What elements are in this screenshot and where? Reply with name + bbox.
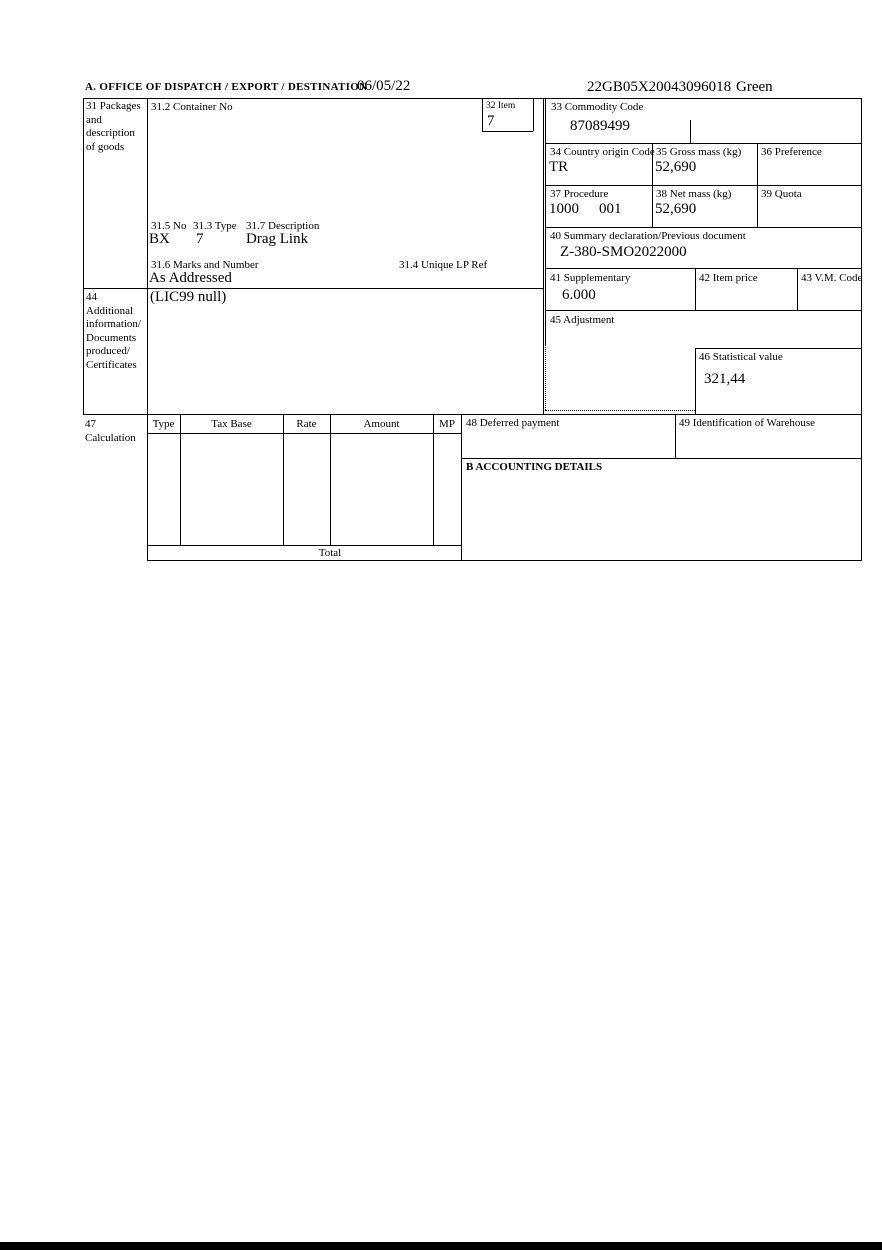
box31-label-line: description [86, 127, 135, 139]
procedure-label: 37 Procedure [550, 188, 609, 200]
box44-label-line: 44 [86, 291, 97, 303]
net-mass-value: 52,690 [655, 201, 697, 217]
item-box-right-border [533, 98, 534, 131]
adjustment-label: 45 Adjustment [550, 314, 615, 326]
procedure-value-2: 001 [599, 201, 622, 217]
net-mass-label: 38 Net mass (kg) [656, 188, 732, 200]
accounting-details-label: B ACCOUNTING DETAILS [466, 461, 603, 473]
column-divider-41-42 [695, 268, 696, 310]
box44-label [86, 291, 141, 372]
box31-label-line: 31 Packages [86, 100, 141, 112]
form-right-border [861, 98, 862, 560]
box44-label-line: information/ [86, 318, 141, 330]
calc-col-type-header: Type [152, 418, 175, 430]
procedure-value-1: 1000 [549, 201, 579, 217]
declaration-date: 06/05/22 [357, 78, 411, 94]
item-number-value: 7 [487, 113, 495, 129]
commodity-code-label: 33 Commodity Code [551, 101, 644, 113]
dotted-bottom-border [545, 410, 695, 411]
calc-table-bottom-border [147, 545, 461, 546]
box47-label [85, 418, 136, 445]
office-of-dispatch-label: A. OFFICE OF DISPATCH / EXPORT / DESTINATION [85, 81, 368, 93]
row-34-bottom-border [545, 185, 862, 186]
vm-code-label: 43 V.M. Code [801, 272, 863, 284]
calc-col-amount-header: Amount [363, 418, 400, 430]
calc-col-type-border [180, 414, 181, 545]
box44-label-line: Additional [86, 304, 134, 317]
gross-mass-value: 52,690 [655, 159, 697, 175]
item-box-bottom-border [482, 131, 533, 132]
row-40-bottom-border [545, 268, 862, 269]
form-left-border [83, 98, 84, 414]
box47-label-line: 47 [85, 418, 96, 430]
column-divider-35-36 [757, 143, 758, 227]
section-44-47-divider [83, 414, 862, 415]
box31-label-line: and [86, 113, 102, 126]
row-41-bottom-border [545, 310, 862, 311]
packages-type-label: 31.3 Type [193, 220, 237, 232]
calc-table-right-border [461, 414, 462, 560]
dotted-left-border [545, 345, 546, 410]
marks-and-number-value: As Addressed [149, 270, 232, 286]
commodity-code-value: 87089499 [570, 118, 630, 134]
supplementary-label: 41 Supplementary [550, 272, 631, 284]
calc-col-rate-header: Rate [296, 418, 317, 430]
box44-label-line: Certificates [86, 358, 137, 371]
summary-declaration-value: Z-380-SMO2022000 [560, 244, 687, 260]
box47-label-line: Calculation [85, 431, 136, 444]
item-box-left-border [482, 98, 483, 131]
warehouse-identification-label: 49 Identification of Warehouse [679, 417, 816, 429]
calc-col-amount-border [433, 414, 434, 545]
label-column-divider [147, 98, 148, 414]
accounting-top-border [461, 458, 862, 459]
additional-information-value: (LIC99 null) [150, 289, 227, 305]
packages-no-value: BX [149, 231, 170, 247]
calc-col-taxbase-header: Tax Base [211, 418, 252, 430]
row-37-bottom-border [545, 227, 862, 228]
packages-type-value: 7 [196, 231, 204, 247]
box-46-left-border [695, 348, 696, 414]
commodity-code-subdivision-tick [690, 120, 691, 143]
calc-col-mp-header: MP [439, 418, 455, 430]
mrn-reference: 22GB05X20043096018 [587, 79, 732, 95]
summary-declaration-label: 40 Summary declaration/Previous document [550, 230, 746, 242]
marks-and-number-label: 31.6 Marks and Number [151, 259, 259, 271]
form-bottom-border [147, 560, 862, 561]
bottom-edge-bar [0, 1242, 882, 1250]
calc-total-label: Total [318, 547, 342, 559]
statistical-value-value: 321,44 [704, 371, 746, 387]
box44-label-line: Documents [86, 331, 137, 344]
container-no-label: 31.2 Container No [151, 101, 233, 113]
unique-lp-ref-label: 31.4 Unique LP Ref [399, 259, 488, 271]
packages-no-label: 31.5 No [151, 220, 187, 232]
calc-col-rate-border [330, 414, 331, 545]
box31-label [86, 100, 141, 154]
left-section-right-border [543, 98, 544, 414]
row-33-bottom-border [545, 143, 862, 144]
box44-label-line: produced/ [86, 345, 130, 357]
preference-label: 36 Preference [761, 146, 822, 158]
column-divider-48-49 [675, 414, 676, 458]
gross-mass-label: 35 Gross mass (kg) [656, 146, 742, 158]
item-price-label: 42 Item price [699, 272, 758, 284]
supplementary-value: 6.000 [562, 287, 596, 303]
calc-col-taxbase-border [283, 414, 284, 545]
calc-table-left-border [147, 414, 148, 560]
routing-status: Green [736, 79, 773, 95]
packages-description-label: 31.7 Description [246, 220, 320, 232]
right-block-left-border [545, 98, 546, 345]
statistical-value-label: 46 Statistical value [699, 351, 783, 363]
item-number-label: 32 Item [486, 101, 516, 111]
box31-label-line: of goods [86, 140, 125, 153]
country-origin-label: 34 Country origin Code [550, 146, 655, 158]
calc-header-bottom-border [147, 433, 461, 434]
deferred-payment-label: 48 Deferred payment [466, 417, 560, 429]
form-top-border [83, 98, 862, 99]
country-origin-value: TR [549, 159, 569, 175]
quota-label: 39 Quota [761, 188, 802, 200]
box-46-top-border [695, 348, 862, 349]
goods-description-value: Drag Link [246, 231, 309, 247]
column-divider-42-43 [797, 268, 798, 310]
